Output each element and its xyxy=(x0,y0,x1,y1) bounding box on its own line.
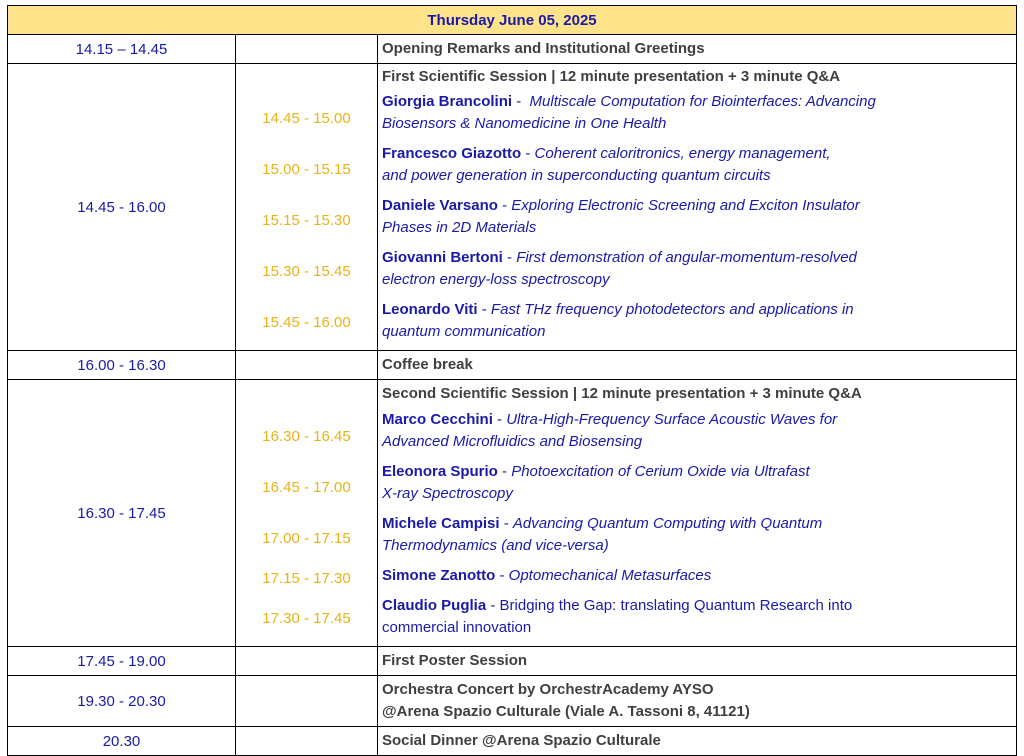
talk-title-line1: Optomechanical Metasurfaces xyxy=(508,567,712,584)
separator: - xyxy=(477,301,491,318)
talk-entry xyxy=(382,408,1016,460)
talk-entry xyxy=(382,142,1016,194)
speaker-name: Claudio Puglia xyxy=(382,597,487,614)
talk-entry xyxy=(382,194,1016,246)
talk-title-line2: electron energy-loss spectroscopy xyxy=(382,271,610,288)
talk-title-line1: Ultra-High-Frequency Surface Acoustic Waves for xyxy=(506,411,838,428)
subtime-cell-empty xyxy=(236,351,378,380)
session-title: Second Scientific Session | 12 minute presentation + 3 minute Q&A xyxy=(382,385,862,402)
talk-title-line1: Bridging the Gap: translating Quantum Research into xyxy=(499,597,853,614)
talk-time: 14.45 - 15.00 xyxy=(262,110,351,127)
subtime-cell-empty xyxy=(236,647,378,676)
talk-time: 17.30 - 17.45 xyxy=(262,610,351,627)
subtime-cell xyxy=(236,64,378,351)
schedule-row-session1 xyxy=(8,64,1017,351)
talk-title-line2: Thermodynamics (and vice-versa) xyxy=(382,537,609,554)
speaker-name: Marco Cecchini xyxy=(382,411,493,428)
talk-title-line2: Advanced Microfluidics and Biosensing xyxy=(382,433,643,450)
speaker-name: Eleonora Spurio xyxy=(382,463,498,480)
talk-time: 15.00 - 15.15 xyxy=(262,161,351,178)
row-time: 16.00 - 16.30 xyxy=(8,351,236,380)
talk-time: 16.30 - 16.45 xyxy=(262,428,351,445)
event-cell xyxy=(378,676,1017,727)
separator: - xyxy=(499,515,513,532)
talk-title-line1: Coherent caloritronics, energy management, xyxy=(534,145,831,162)
talk-time: 15.15 - 15.30 xyxy=(262,212,351,229)
talk-title-line1: Exploring Electronic Screening and Exciton Insulator xyxy=(511,197,860,214)
talk-title-line2: Biosensors & Nanomedicine in One Health xyxy=(382,115,667,132)
talk-entry xyxy=(382,594,1016,646)
schedule-row-concert xyxy=(8,676,1017,727)
separator: - xyxy=(497,463,512,480)
day-header: Thursday June 05, 2025 xyxy=(8,6,1017,35)
row-time: 20.30 xyxy=(8,727,236,756)
row-time: 16.30 - 17.45 xyxy=(8,380,236,647)
schedule-row-dinner xyxy=(8,727,1017,756)
schedule-row-session2 xyxy=(8,380,1017,647)
talk-title-line2: Phases in 2D Materials xyxy=(382,219,537,236)
talk-time: 15.30 - 15.45 xyxy=(262,263,351,280)
talk-title-line1: Advancing Quantum Computing with Quantum xyxy=(512,515,823,532)
subtime-cell-empty xyxy=(236,35,378,64)
session-cell xyxy=(378,64,1017,351)
separator: - xyxy=(497,197,512,214)
talk-entry xyxy=(382,246,1016,298)
separator: - xyxy=(512,93,530,110)
talk-time: 17.00 - 17.15 xyxy=(262,530,351,547)
row-time: 17.45 - 19.00 xyxy=(8,647,236,676)
talk-title-line2: commercial innovation xyxy=(382,619,532,636)
talk-title-line2: quantum communication xyxy=(382,323,546,340)
separator: - xyxy=(486,597,500,614)
speaker-name: Francesco Giazotto xyxy=(382,145,522,162)
schedule-table xyxy=(7,5,1017,756)
schedule-row-poster xyxy=(8,647,1017,676)
event-title: Opening Remarks and Institutional Greetings xyxy=(378,35,1017,64)
speaker-name: Daniele Varsano xyxy=(382,197,498,214)
subtime-cell xyxy=(236,380,378,647)
speaker-name: Simone Zanotto xyxy=(382,567,496,584)
subtime-cell-empty xyxy=(236,676,378,727)
event-title-line1: Orchestra Concert by OrchestrAcademy AYSO xyxy=(382,681,714,698)
talk-title-line1: First demonstration of angular-momentum-resolved xyxy=(516,249,857,266)
talk-title-line2: and power generation in superconducting quantum circuits xyxy=(382,167,771,184)
talk-time: 16.45 - 17.00 xyxy=(262,479,351,496)
event-title: Coffee break xyxy=(378,351,1017,380)
talk-title-line1: Photoexcitation of Cerium Oxide via Ultrafast xyxy=(511,463,810,480)
speaker-name: Leonardo Viti xyxy=(382,301,478,318)
talk-title-line2: X-ray Spectroscopy xyxy=(382,485,513,502)
separator: - xyxy=(521,145,535,162)
event-title: First Poster Session xyxy=(378,647,1017,676)
event-title: Social Dinner @Arena Spazio Culturale xyxy=(378,727,1017,756)
subtime-cell-empty xyxy=(236,727,378,756)
talk-entry xyxy=(382,564,1016,594)
separator: - xyxy=(492,411,507,428)
session-cell xyxy=(378,380,1017,647)
speaker-name: Giorgia Brancolini xyxy=(382,93,513,110)
event-title-line2: @Arena Spazio Culturale (Viale A. Tassoni 8, 41121) xyxy=(382,703,750,720)
talk-entry xyxy=(382,512,1016,564)
session-title: First Scientific Session | 12 minute presentation + 3 minute Q&A xyxy=(382,68,841,85)
row-time: 19.30 - 20.30 xyxy=(8,676,236,727)
talk-entry xyxy=(382,298,1016,350)
talk-time: 17.15 - 17.30 xyxy=(262,570,351,587)
talk-title-line1: Fast THz frequency photodetectors and applications in xyxy=(490,301,854,318)
speaker-name: Michele Campisi xyxy=(382,515,500,532)
speaker-name: Giovanni Bertoni xyxy=(382,249,503,266)
talk-entry xyxy=(382,460,1016,512)
separator: - xyxy=(495,567,509,584)
row-time: 14.45 - 16.00 xyxy=(8,64,236,351)
row-time: 14.15 – 14.45 xyxy=(8,35,236,64)
talk-time: 15.45 - 16.00 xyxy=(262,314,351,331)
talk-title-line1: Multiscale Computation for Biointerfaces: Advancing xyxy=(529,93,876,110)
schedule-row-coffee xyxy=(8,351,1017,380)
talk-entry xyxy=(382,90,1016,142)
schedule-row-opening xyxy=(8,35,1017,64)
separator: - xyxy=(502,249,517,266)
